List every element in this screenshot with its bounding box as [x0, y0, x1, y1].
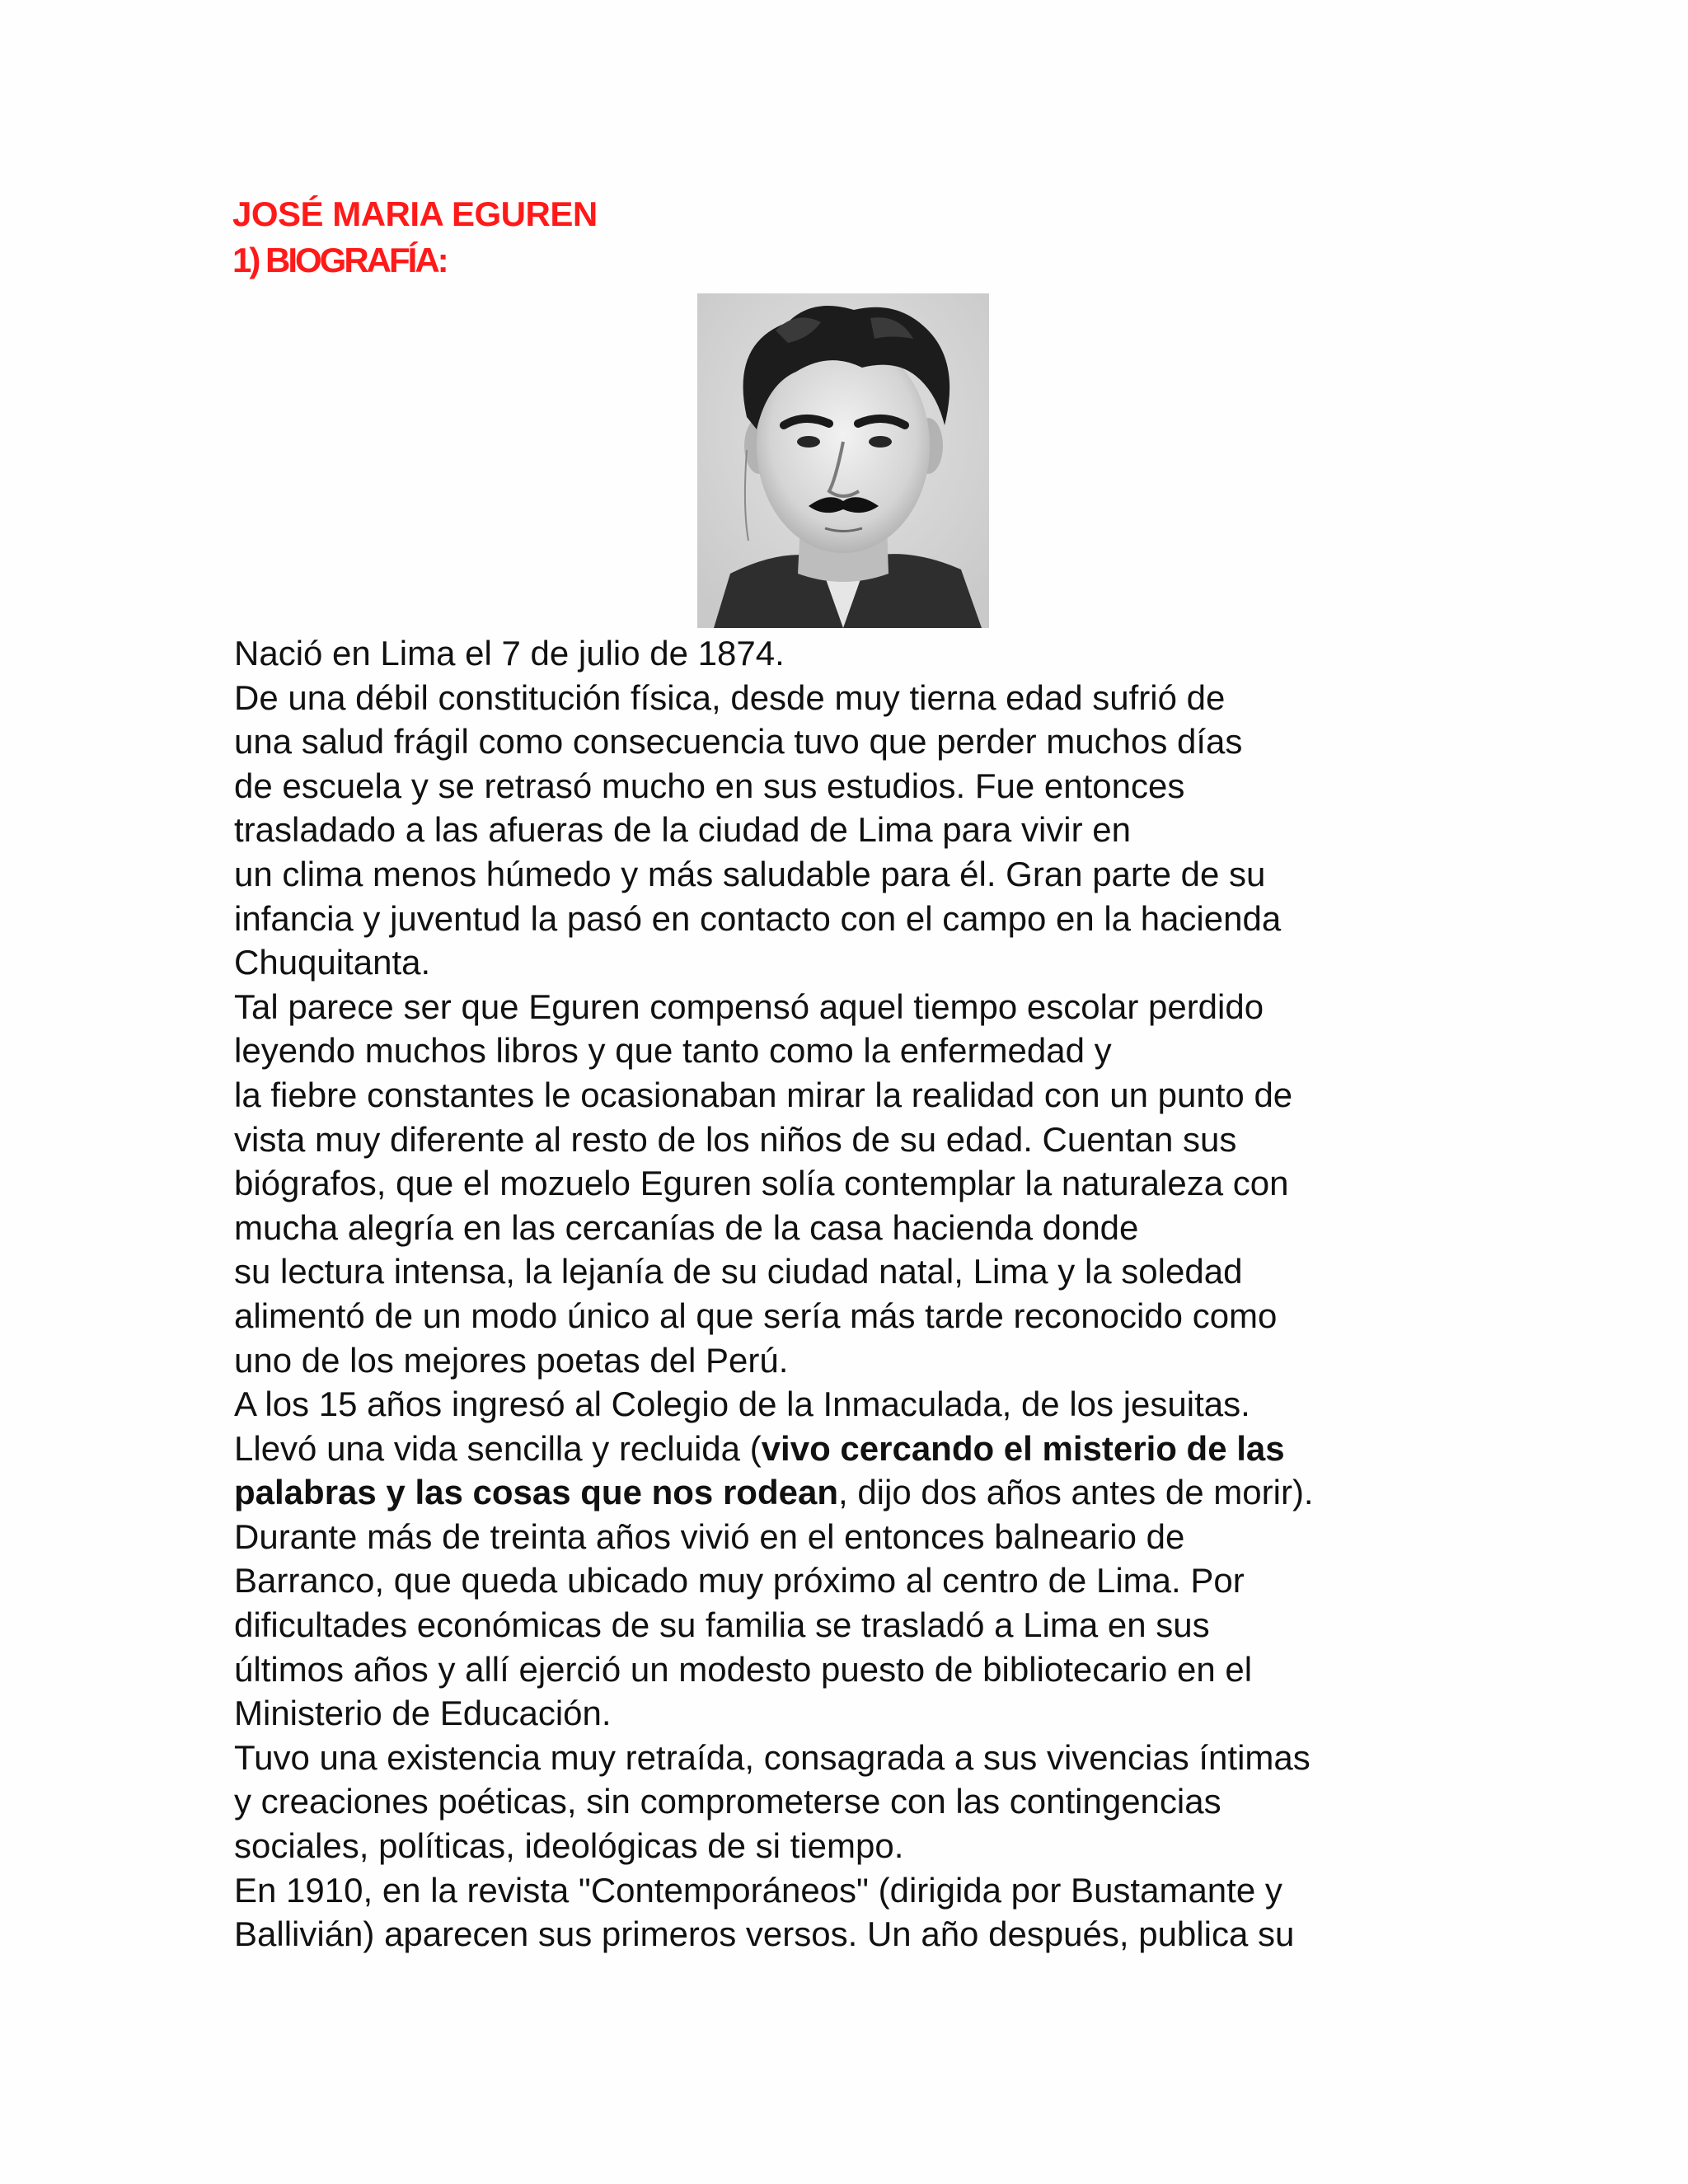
bio-line: Nació en Lima el 7 de julio de 1874.	[234, 634, 785, 673]
bio-line: De una débil constitución física, desde muy tierna edad sufrió de	[234, 677, 1226, 717]
bio-line: Tal parece ser que Eguren compensó aquel tiempo escolar perdido	[234, 987, 1264, 1026]
bio-line: En 1910, en la revista "Contemporáneos" (dirigida por Bustamante y	[234, 1870, 1282, 1910]
bio-line: su lectura intensa, la lejanía de su ciudad natal, Lima y la soledad	[234, 1252, 1243, 1291]
bio-line: leyendo muchos libros y que tanto como la enfermedad y	[234, 1031, 1112, 1071]
bio-line-suffix: , dijo dos años antes de morir).	[837, 1473, 1314, 1512]
bio-line: sociales, políticas, ideológicas de si tiempo.	[234, 1826, 904, 1866]
bio-line-prefix: Llevó una vida sencilla y recluida (	[234, 1428, 762, 1468]
bio-line: un clima menos húmedo y más saludable para él. Gran parte de su	[234, 854, 1266, 893]
bio-line: uno de los mejores poetas del Perú.	[234, 1340, 789, 1380]
bio-line: Ministerio de Educación.	[234, 1694, 612, 1733]
bio-line: Chuquitanta.	[234, 943, 431, 982]
biography-text	[234, 631, 1470, 1957]
bio-line: Tuvo una existencia muy retraída, consagrada a sus vivencias íntimas	[234, 1737, 1311, 1777]
bio-line: biógrafos, que el mozuelo Eguren solía contemplar la naturaleza con	[234, 1164, 1289, 1203]
bio-line: alimentó de un modo único al que sería más tarde reconocido como	[234, 1296, 1278, 1335]
bio-line: trasladado a las afueras de la ciudad de Lima para vivir en	[234, 810, 1131, 850]
portrait-photo	[697, 293, 989, 628]
quote-bold: vivo cercando el misterio de las	[761, 1428, 1285, 1468]
bio-line: A los 15 años ingresó al Colegio de la Inmaculada, de los jesuitas.	[234, 1385, 1250, 1424]
bio-line: infancia y juventud la pasó en contacto con el campo en la hacienda	[234, 898, 1282, 938]
bio-line: mucha alegría en las cercanías de la casa hacienda donde	[234, 1207, 1139, 1247]
bio-line: últimos años y allí ejerció un modesto puesto de bibliotecario en el	[234, 1649, 1253, 1689]
quote-bold: palabras y las cosas que nos rodean	[234, 1473, 838, 1512]
bio-line: y creaciones poéticas, sin comprometerse con las contingencias	[234, 1782, 1221, 1821]
bio-line: Ballivián) aparecen sus primeros versos. Un año después, publica su	[234, 1915, 1295, 1954]
bio-line: de escuela y se retrasó mucho en sus estudios. Fue entonces	[234, 766, 1185, 805]
section-heading: 1) BIOGRAFÍA:	[232, 241, 447, 279]
portrait-image	[697, 293, 989, 628]
bio-line: vista muy diferente al resto de los niños de su edad. Cuentan sus	[234, 1119, 1237, 1159]
page-title: JOSÉ MARIA EGUREN	[232, 194, 598, 233]
bio-line: Durante más de treinta años vivió en el entonces balneario de	[234, 1516, 1185, 1556]
bio-line: Barranco, que queda ubicado muy próximo al centro de Lima. Por	[234, 1561, 1245, 1601]
bio-line: dificultades económicas de su familia se trasladó a Lima en sus	[234, 1605, 1210, 1645]
bio-line: una salud frágil como consecuencia tuvo que perder muchos días	[234, 722, 1243, 762]
bio-line: la fiebre constantes le ocasionaban mirar la realidad con un punto de	[234, 1075, 1293, 1114]
